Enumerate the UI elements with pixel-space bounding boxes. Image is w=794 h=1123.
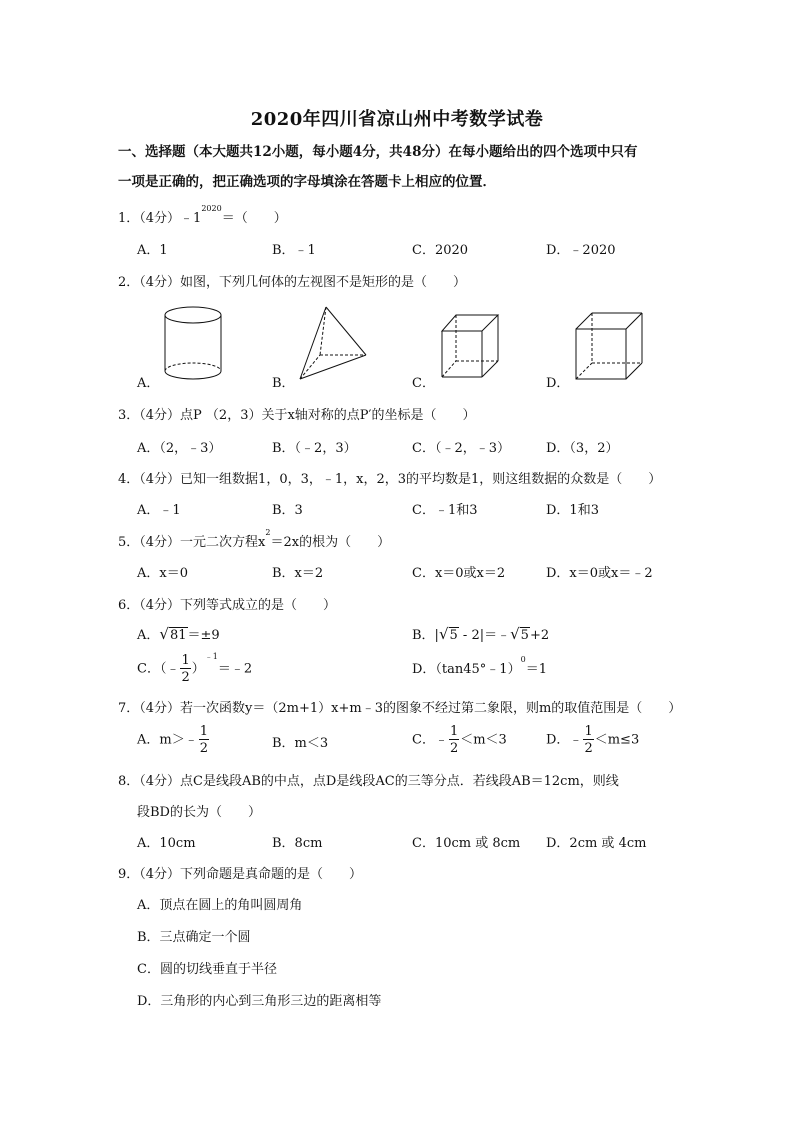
- q5-option-b: B．x＝2: [272, 566, 324, 581]
- q7-option-b: B．m＜3: [272, 736, 329, 751]
- q4-option-d: D．1和3: [546, 503, 599, 518]
- question-6-stem: 6．（4分）下列等式成立的是（ ）: [118, 598, 337, 613]
- question-8-line1: 8．（4分）点C是线段AB的中点，点D是线段AC的三等分点．若线段AB＝12cm，则线: [118, 774, 619, 789]
- q8-option-d: D．2cm 或 4cm: [546, 836, 647, 851]
- q6-option-d: D．（tan45°﹣1）$^0$＝1: [412, 655, 547, 677]
- q3-option-c: C．（﹣2，﹣3）: [412, 441, 510, 456]
- q9-option-a: A．顶点在圆上的角叫圆周角: [137, 898, 303, 913]
- question-3-stem: 3．（4分）点P （2，3）关于x轴对称的点P′的坐标是（ ）: [118, 408, 476, 423]
- q4-option-c: C．﹣1和3: [412, 503, 478, 518]
- q6-option-b: B．|√5 - 2|＝﹣√5+2: [412, 625, 550, 643]
- q1-option-d: D．﹣2020: [546, 243, 616, 258]
- prism-figure: [436, 311, 504, 383]
- q8-option-a: A．10cm: [137, 836, 196, 851]
- q5-option-d: D．x＝0或x＝﹣2: [546, 566, 653, 581]
- question-2-stem: 2．（4分）如图，下列几何体的左视图不是矩形的是（ ）: [118, 275, 467, 290]
- q6-option-c: C．（﹣ $\frac{1}{2}$ ）$^{﹣1}$＝﹣2: [137, 652, 253, 685]
- question-9-stem: 9．（4分）下列命题是真命题的是（ ）: [118, 867, 363, 882]
- q6-option-a: A．√81＝±9: [137, 625, 220, 643]
- question-5-stem: 5．（4分）一元二次方程$x^2=2x$的根为（ ）: [118, 528, 391, 550]
- page-title: 2020年四川省凉山州中考数学试卷: [250, 109, 544, 130]
- question-7-stem: 7．（4分）若一次函数y＝（2m+1）x+m﹣3的图象不经过第二象限，则m的取值范围是（ ）: [118, 701, 682, 716]
- q8-option-c: C．10cm 或 8cm: [412, 836, 521, 851]
- cube-figure: [572, 309, 646, 385]
- q4-option-b: B．3: [272, 503, 303, 518]
- q9-option-c: C．圆的切线垂直于半径: [137, 962, 277, 977]
- q5-option-c: C．x＝0或x＝2: [412, 566, 506, 581]
- q4-option-a: A．﹣1: [137, 503, 181, 518]
- question-8-line2: 段BD的长为（ ）: [137, 805, 261, 820]
- section-instruction-line1: 一、选择题（本大题共12小题，每小题4分，共48分）在每小题给出的四个选项中只有: [118, 144, 638, 160]
- cylinder-figure: [160, 303, 226, 385]
- q7-option-d: D．﹣ $\frac{1}{2}$ ＜m≤3: [546, 724, 640, 756]
- q2-option-d-label: D．: [546, 376, 570, 391]
- question-1-stem: 1．（4分）$﹣1^{2020}=$（ ）: [118, 204, 287, 226]
- q2-option-a-label: A．: [137, 376, 160, 391]
- q1-option-c: C．2020: [412, 243, 469, 258]
- pyramid-figure: [292, 303, 372, 385]
- q9-option-b: B．三点确定一个圆: [137, 930, 251, 945]
- q5-option-a: A．x＝0: [137, 566, 188, 581]
- section-instruction-line2: 一项是正确的，把正确选项的字母填涂在答题卡上相应的位置．: [118, 174, 496, 190]
- q2-option-c-label: C．: [412, 376, 435, 391]
- q8-option-b: B．8cm: [272, 836, 323, 851]
- q1-option-b: B．﹣1: [272, 243, 316, 258]
- q7-option-c: C．﹣ $\frac{1}{2}$ ＜m＜3: [412, 724, 507, 756]
- q2-option-b-label: B．: [272, 376, 295, 391]
- q9-option-d: D．三角形的内心到三角形三边的距离相等: [137, 994, 382, 1009]
- q1-option-a: A．1: [137, 243, 168, 258]
- q3-option-b: B．（﹣2，3）: [272, 441, 357, 456]
- q7-option-a: A．m＞﹣ $\frac{1}{2}$: [137, 724, 208, 756]
- question-4-stem: 4．（4分）已知一组数据1，0，3，﹣1，x，2，3的平均数是1，则这组数据的众数是（ ）: [118, 472, 662, 487]
- q3-option-d: D．（3，2）: [546, 441, 619, 456]
- q3-option-a: A．（2，﹣3）: [137, 441, 222, 456]
